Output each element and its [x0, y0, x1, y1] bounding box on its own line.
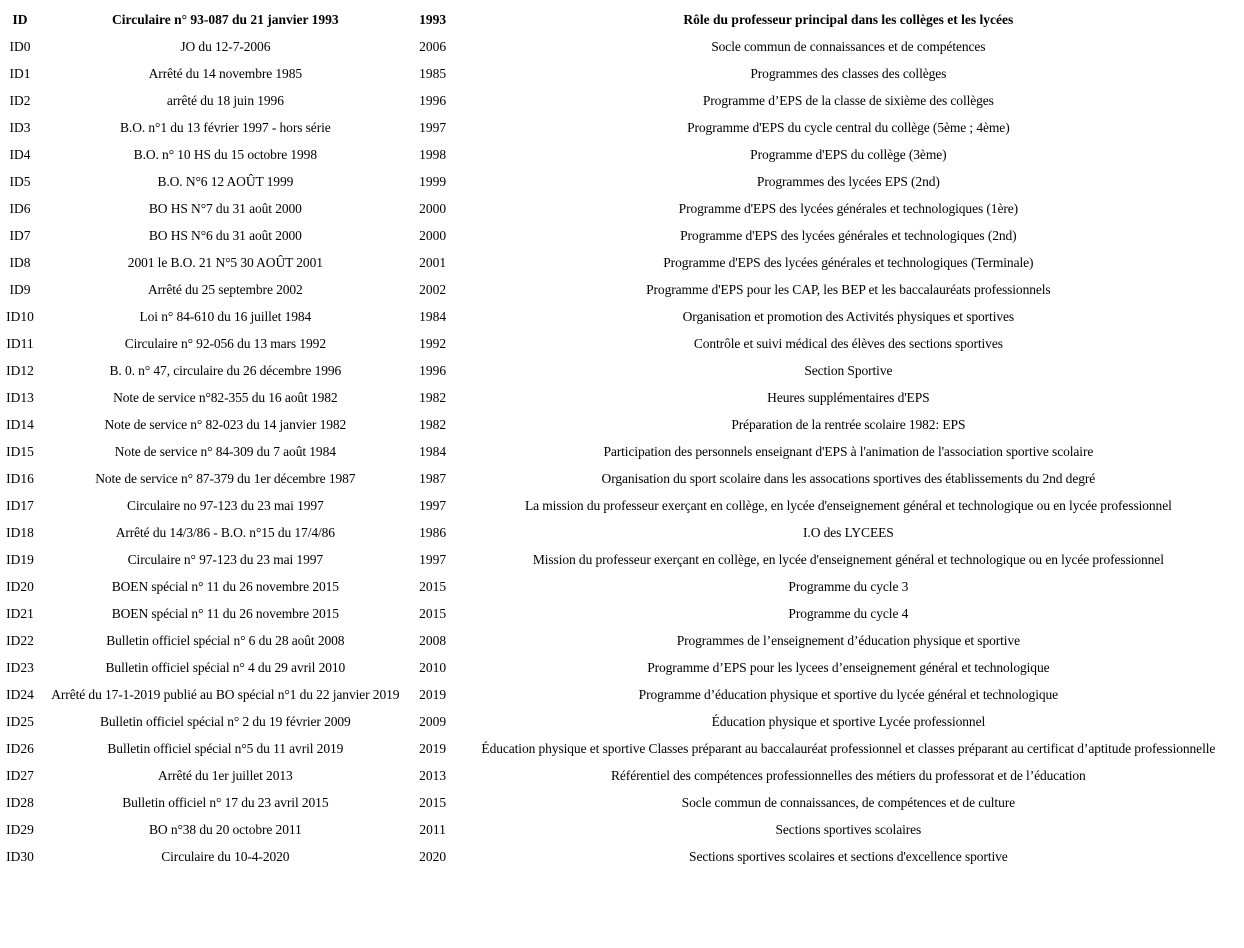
table-row [2, 547, 1242, 572]
cell-year: 2013 [419, 767, 447, 783]
cell-id: ID30 [6, 848, 34, 864]
table-row [2, 412, 1242, 437]
cell-year: 1986 [419, 524, 447, 540]
cell-title: Programme du cycle 3 [788, 578, 909, 594]
table-row [2, 817, 1242, 842]
table-row [2, 844, 1242, 869]
cell-year: 1982 [419, 389, 447, 405]
cell-year: 1992 [419, 335, 447, 351]
cell-title: Organisation du sport scolaire dans les assocations sportives des établissements du 2nd degré [601, 470, 1096, 486]
table-row [2, 466, 1242, 491]
cell-year: 2019 [419, 740, 447, 756]
table-row [2, 277, 1242, 302]
cell-id: ID15 [6, 443, 34, 459]
cell-id: ID23 [6, 659, 34, 675]
cell-title: I.O des LYCEES [803, 524, 894, 540]
cell-title: Programme du cycle 4 [788, 605, 909, 621]
cell-year: 1997 [419, 551, 447, 567]
cell-id: ID10 [6, 308, 34, 324]
cell-year: 1996 [419, 362, 447, 378]
cell-title: La mission du professeur exerçant en collège, en lycée d'enseignement général et technologique ou en lycée professionnel [524, 497, 1172, 513]
cell-reference: Circulaire no 97-123 du 23 mai 1997 [126, 497, 324, 513]
cell-id: ID28 [6, 794, 34, 810]
table-header-row [2, 7, 1242, 32]
cell-reference: B.O. N°6 12 AOÛT 1999 [157, 173, 294, 189]
cell-title: Programme d'EPS des lycées générales et technologiques (Terminale) [663, 254, 1034, 270]
cell-id: ID11 [6, 335, 34, 351]
cell-title: Socle commun de connaissances, de compétences et de culture [681, 794, 1016, 810]
cell-id: ID0 [9, 38, 31, 54]
cell-year: 2002 [419, 281, 447, 297]
cell-reference: B. 0. n° 47, circulaire du 26 décembre 1996 [109, 362, 342, 378]
cell-reference: BO HS N°6 du 31 août 2000 [148, 227, 302, 243]
cell-year: 2001 [419, 254, 447, 270]
cell-title: Programme d’EPS pour les lycees d’enseignement général et technologique [647, 659, 1050, 675]
table-row [2, 601, 1242, 626]
cell-reference: B.O. n° 10 HS du 15 octobre 1998 [133, 146, 317, 162]
cell-year: 2000 [419, 200, 447, 216]
cell-reference: JO du 12-7-2006 [180, 38, 271, 54]
cell-title: Préparation de la rentrée scolaire 1982: EPS [731, 416, 966, 432]
cell-year: 2019 [419, 686, 447, 702]
cell-title: Organisation et promotion des Activités physiques et sportives [682, 308, 1015, 324]
table-row [2, 520, 1242, 545]
table-row [2, 439, 1242, 464]
cell-year: 2015 [419, 794, 447, 810]
cell-year: 2011 [419, 821, 446, 837]
cell-title: Éducation physique et sportive Classes préparant au baccalauréat professionnel et classes préparant au certificat d’aptitude professionnelle [481, 740, 1216, 756]
cell-reference: Circulaire n° 97-123 du 23 mai 1997 [127, 551, 324, 567]
table-row [2, 682, 1242, 707]
cell-reference: BOEN spécial n° 11 du 26 novembre 2015 [111, 605, 339, 621]
cell-reference: Arrêté du 17-1-2019 publié au BO spécial n°1 du 22 janvier 2019 [51, 686, 400, 702]
table-row [2, 331, 1242, 356]
cell-id: ID1 [9, 65, 31, 81]
table-row [2, 790, 1242, 815]
cell-title: Sections sportives scolaires et sections d'excellence sportive [689, 848, 1008, 864]
cell-title: Programme d'EPS des lycées générales et technologiques (2nd) [680, 227, 1017, 243]
cell-id: ID19 [6, 551, 34, 567]
cell-reference: BO HS N°7 du 31 août 2000 [148, 200, 302, 216]
header-year: 1993 [419, 11, 447, 27]
cell-id: ID29 [6, 821, 34, 837]
cell-title: Programmes de l’enseignement d’éducation physique et sportive [676, 632, 1020, 648]
table-body [2, 34, 1242, 869]
cell-title: Programme d'EPS des lycées générales et technologiques (1ère) [678, 200, 1019, 216]
cell-title: Référentiel des compétences professionnelles des métiers du professorat et de l’éducation [611, 767, 1086, 783]
cell-id: ID18 [6, 524, 34, 540]
header-id: ID [12, 11, 28, 27]
header-reference: Circulaire n° 93-087 du 21 janvier 1993 [112, 11, 339, 27]
table-row [2, 358, 1242, 383]
cell-id: ID16 [6, 470, 34, 486]
cell-year: 1997 [419, 497, 447, 513]
table-row [2, 736, 1242, 761]
cell-year: 1987 [419, 470, 447, 486]
cell-reference: Note de service n°82-355 du 16 août 1982 [113, 389, 338, 405]
cell-reference: Bulletin officiel spécial n° 4 du 29 avril 2010 [105, 659, 346, 675]
cell-reference: 2001 le B.O. 21 N°5 30 AOÛT 2001 [127, 254, 323, 270]
cell-id: ID3 [9, 119, 31, 135]
cell-year: 1984 [419, 443, 447, 459]
cell-title: Socle commun de connaissances et de compétences [711, 38, 986, 54]
cell-reference: Bulletin officiel spécial n°5 du 11 avril 2019 [107, 740, 344, 756]
cell-reference: Circulaire du 10-4-2020 [161, 848, 290, 864]
table-row [2, 196, 1242, 221]
table-row [2, 304, 1242, 329]
cell-title: Programme d'EPS du collège (3ème) [750, 146, 947, 162]
cell-title: Section Sportive [804, 362, 893, 378]
cell-id: ID8 [9, 254, 31, 270]
table-row [2, 385, 1242, 410]
cell-title: Programmes des classes des collèges [750, 65, 947, 81]
header-title: Rôle du professeur principal dans les collèges et les lycées [683, 11, 1014, 27]
cell-reference: Bulletin officiel n° 17 du 23 avril 2015 [122, 794, 329, 810]
cell-title: Programmes des lycées EPS (2nd) [756, 173, 940, 189]
table-row [2, 115, 1242, 140]
cell-year: 1982 [419, 416, 447, 432]
cell-id: ID7 [9, 227, 31, 243]
cell-year: 1984 [419, 308, 447, 324]
cell-year: 2008 [419, 632, 447, 648]
cell-year: 2009 [419, 713, 447, 729]
table-row [2, 763, 1242, 788]
cell-title: Programme d'EPS pour les CAP, les BEP et les baccalauréats professionnels [646, 281, 1051, 297]
cell-id: ID6 [9, 200, 31, 216]
cell-reference: Note de service n° 87-379 du 1er décembre 1987 [95, 470, 356, 486]
table-row [2, 34, 1242, 59]
cell-reference: B.O. n°1 du 13 février 1997 - hors série [120, 119, 331, 135]
cell-id: ID12 [6, 362, 34, 378]
cell-reference: Bulletin officiel spécial n° 2 du 19 février 2009 [100, 713, 351, 729]
cell-year: 2006 [419, 38, 447, 54]
cell-id: ID4 [9, 146, 31, 162]
cell-reference: Arrêté du 14/3/86 - B.O. n°15 du 17/4/86 [115, 524, 335, 540]
cell-year: 2015 [419, 605, 447, 621]
cell-id: ID17 [6, 497, 34, 513]
cell-reference: Arrêté du 25 septembre 2002 [147, 281, 303, 297]
cell-year: 2020 [419, 848, 447, 864]
table-row [2, 574, 1242, 599]
cell-id: ID14 [6, 416, 34, 432]
cell-year: 2015 [419, 578, 447, 594]
cell-reference: Note de service n° 82-023 du 14 janvier 1982 [104, 416, 347, 432]
table-row [2, 250, 1242, 275]
cell-reference: arrêté du 18 juin 1996 [166, 92, 284, 108]
cell-year: 1999 [419, 173, 447, 189]
cell-id: ID27 [6, 767, 34, 783]
table-row [2, 709, 1242, 734]
cell-title: Programme d’éducation physique et sportive du lycée général et technologique [638, 686, 1059, 702]
cell-reference: Loi n° 84-610 du 16 juillet 1984 [139, 308, 312, 324]
cell-year: 1997 [419, 119, 447, 135]
cell-id: ID9 [9, 281, 31, 297]
cell-title: Heures supplémentaires d'EPS [767, 389, 930, 405]
cell-title: Participation des personnels enseignant d'EPS à l'animation de l'association sportive scolaire [603, 443, 1094, 459]
cell-id: ID5 [9, 173, 31, 189]
cell-title: Sections sportives scolaires [775, 821, 922, 837]
cell-id: ID25 [6, 713, 34, 729]
cell-reference: BOEN spécial n° 11 du 26 novembre 2015 [111, 578, 339, 594]
cell-id: ID2 [9, 92, 31, 108]
cell-title: Programme d'EPS du cycle central du collège (5ème ; 4ème) [687, 119, 1010, 135]
table-row [2, 142, 1242, 167]
cell-year: 2000 [419, 227, 447, 243]
cell-title: Contrôle et suivi médical des élèves des sections sportives [693, 335, 1003, 351]
cell-title: Programme d’EPS de la classe de sixième des collèges [702, 92, 994, 108]
table-row [2, 61, 1242, 86]
cell-year: 1998 [419, 146, 447, 162]
cell-id: ID13 [6, 389, 34, 405]
table-row [2, 169, 1242, 194]
cell-reference: Circulaire n° 92-056 du 13 mars 1992 [124, 335, 326, 351]
cell-id: ID21 [6, 605, 34, 621]
cell-year: 1996 [419, 92, 447, 108]
table-row [2, 655, 1242, 680]
table-row [2, 88, 1242, 113]
cell-title: Mission du professeur exerçant en collège, en lycée d'enseignement général et technologique ou en lycée professionnel [532, 551, 1164, 567]
table-row [2, 628, 1242, 653]
cell-reference: Arrêté du 14 novembre 1985 [148, 65, 303, 81]
table-row [2, 223, 1242, 248]
cell-reference: Arrêté du 1er juillet 2013 [158, 767, 293, 783]
cell-reference: Bulletin officiel spécial n° 6 du 28 août 2008 [106, 632, 345, 648]
cell-id: ID24 [6, 686, 34, 702]
cell-id: ID26 [6, 740, 34, 756]
cell-id: ID20 [6, 578, 34, 594]
cell-id: ID22 [6, 632, 34, 648]
cell-year: 2010 [419, 659, 447, 675]
cell-year: 1985 [419, 65, 447, 81]
cell-reference: Note de service n° 84-309 du 7 août 1984 [114, 443, 336, 459]
documents-table [0, 5, 1244, 871]
table-row [2, 493, 1242, 518]
cell-title: Éducation physique et sportive Lycée professionnel [711, 713, 986, 729]
cell-reference: BO n°38 du 20 octobre 2011 [149, 821, 302, 837]
